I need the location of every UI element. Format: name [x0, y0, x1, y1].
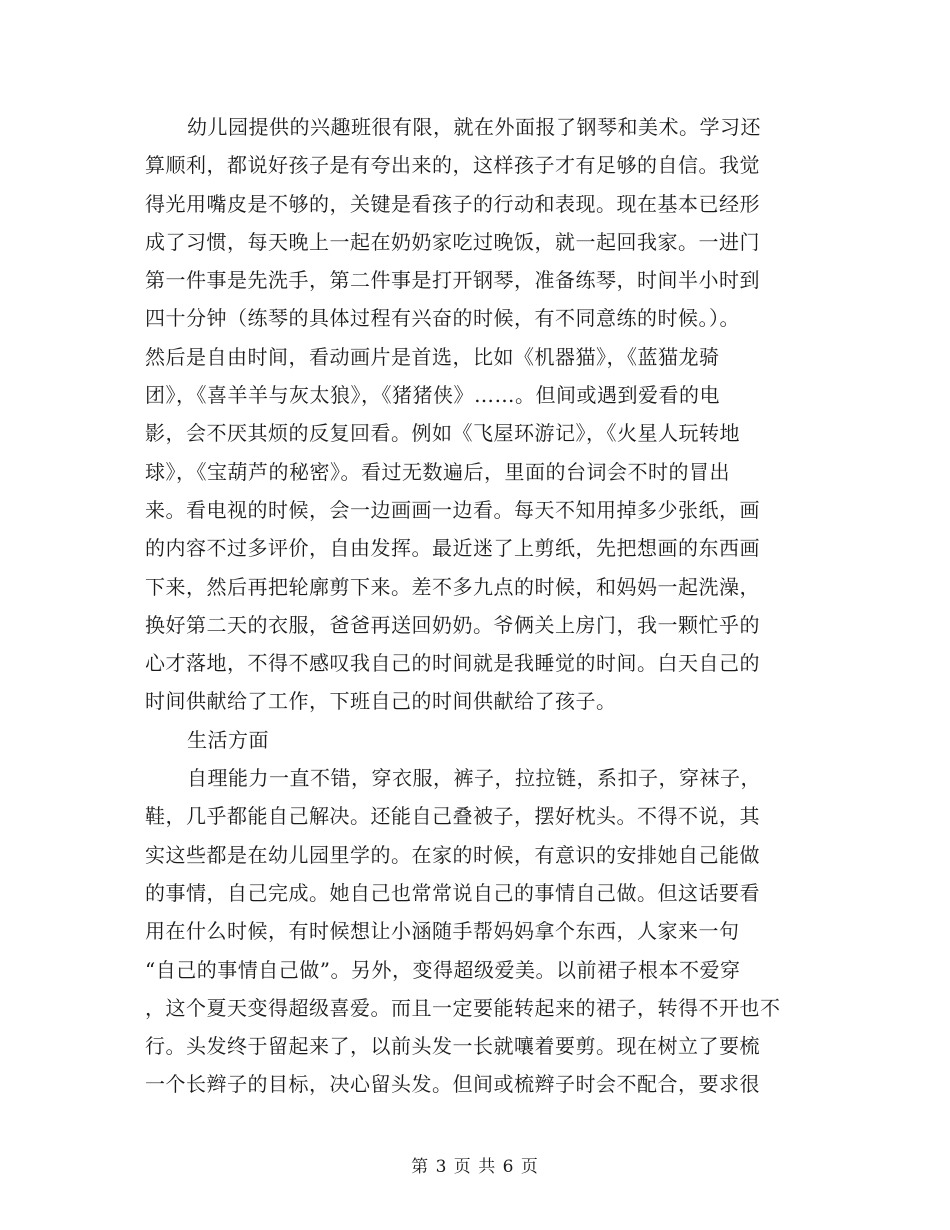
text-line: ，这个夏天变得超级喜爱。而且一定要能转起来的裙子，转得不开也不 [145, 995, 781, 1020]
page-footer: 第 3 页 共 6 页 [411, 1157, 539, 1177]
text-line: 来。看电视的时候，会一边画画一边看。每天不知用掉多少张纸，画 [145, 497, 760, 522]
text-line: “自己的事情自己做”。另外，变得超级爱美。以前裙子根本不爱穿 [145, 957, 741, 982]
text-line: 换好第二天的衣服，爸爸再送回奶奶。爷俩关上房门，我一颗忙乎的 [145, 612, 760, 637]
text-line: 成了习惯，每天晚上一起在奶奶家吃过晚饭，就一起回我家。一进门 [145, 229, 760, 254]
text-line: 团》，《喜羊羊与灰太狼》，《猪猪侠》……。但间或遇到爱看的电 [145, 383, 720, 408]
text-line: 球》，《宝葫芦的秘密》。看过无数遍后，里面的台词会不时的冒出 [145, 459, 730, 484]
text-line: 下来，然后再把轮廓剪下来。差不多九点的时候，和妈妈一起洗澡， [145, 574, 760, 599]
text-line: 幼儿园提供的兴趣班很有限，就在外面报了钢琴和美术。学习还 [187, 115, 761, 139]
document-body [145, 108, 805, 1104]
text-line: 算顺利，都说好孩子是有夸出来的，这样孩子才有足够的自信。我觉 [145, 153, 760, 178]
text-line: 四十分钟（练琴的具体过程有兴奋的时候，有不同意练的时候。）。 [145, 306, 740, 331]
text-line: 影，会不厌其烦的反复回看。例如《飞屋环游记》，《火星人玩转地 [145, 421, 740, 446]
text-line: 的事情，自己完成。她自己也常常说自己的事情自己做。但这话要看 [145, 880, 760, 905]
text-line: 第一件事是先洗手，第二件事是打开钢琴，准备练琴，时间半小时到 [145, 268, 760, 293]
text-line: 得光用嘴皮是不够的，关键是看孩子的行动和表现。现在基本已经形 [145, 191, 760, 216]
text-line: 生活方面 [187, 727, 269, 752]
text-line: 时间供献给了工作，下班自己的时间供献给了孩子。 [145, 689, 617, 714]
text-line: 鞋，几乎都能自己解决。还能自己叠被子，摆好枕头。不得不说，其 [145, 804, 760, 829]
text-line: 实这些都是在幼儿园里学的。在家的时候，有意识的安排她自己能做 [145, 842, 760, 867]
text-line: 行。头发终于留起来了，以前头发一长就嚷着要剪。现在树立了要梳 [145, 1034, 760, 1059]
text-line: 用在什么时候，有时候想让小涵随手帮妈妈拿个东西，人家来一句 [145, 919, 740, 944]
text-line: 然后是自由时间，看动画片是首选，比如《机器猫》，《蓝猫龙骑 [145, 344, 720, 369]
text-line: 一个长辫子的目标，决心留头发。但间或梳辫子时会不配合，要求很 [145, 1072, 760, 1097]
text-line: 的内容不过多评价，自由发挥。最近迷了上剪纸，先把想画的东西画 [145, 536, 760, 561]
text-line: 自理能力一直不错，穿衣服，裤子，拉拉链，系扣子，穿袜子， [187, 766, 761, 791]
text-line: 心才落地，不得不感叹我自己的时间就是我睡觉的时间。白天自己的 [145, 651, 760, 676]
